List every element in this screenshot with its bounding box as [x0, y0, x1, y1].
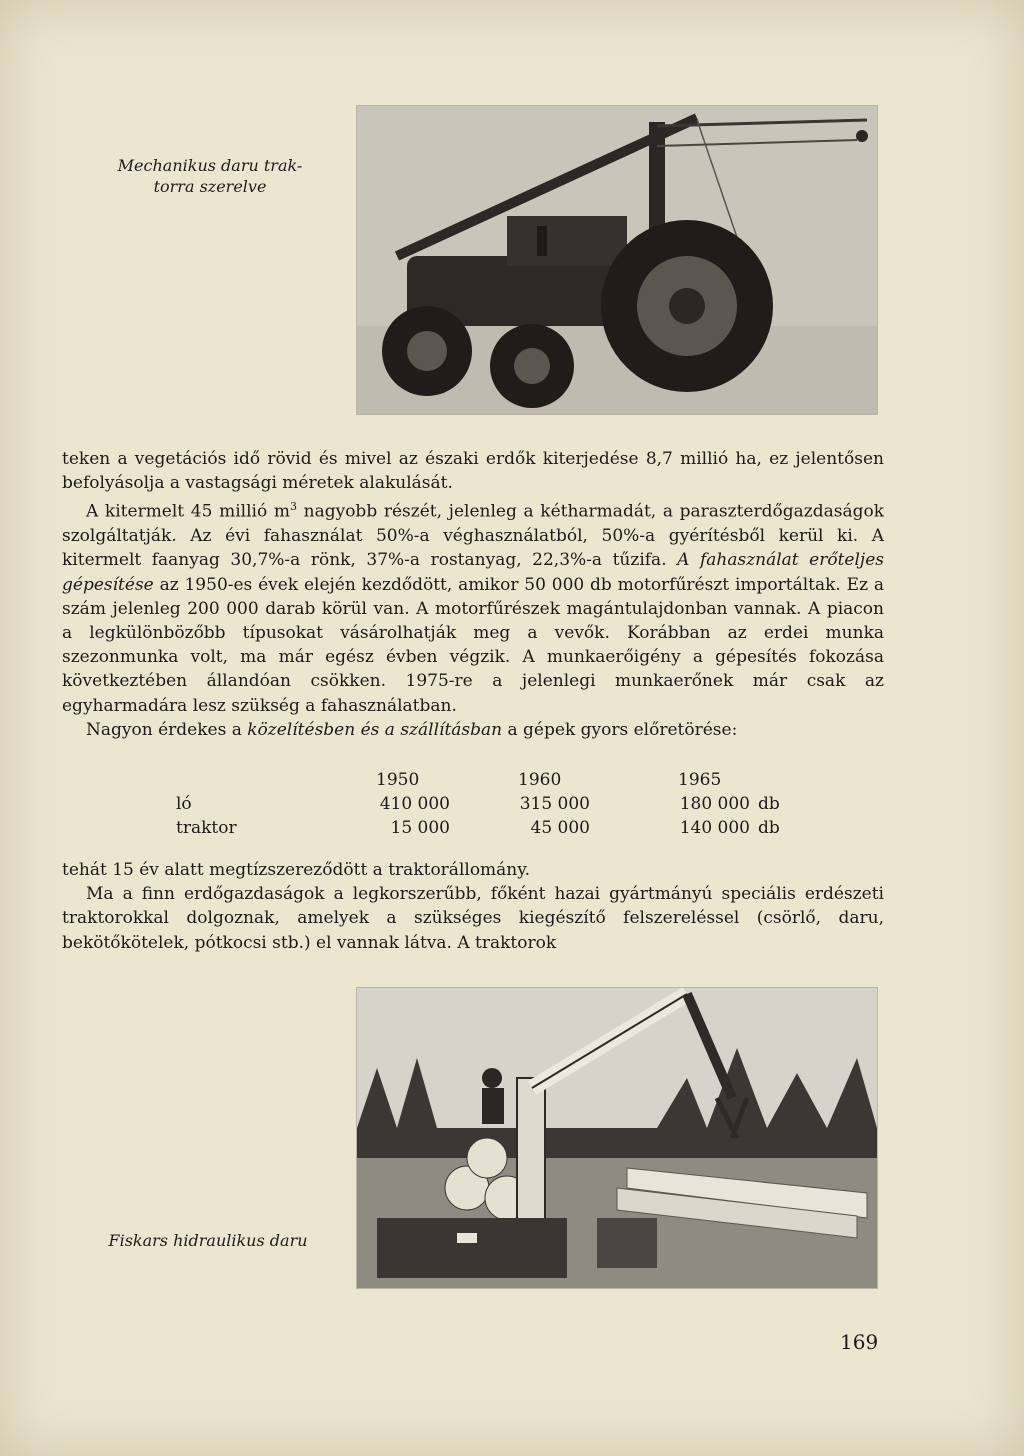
superscript-3: 3 [289, 500, 297, 514]
p2-text-b: nagyobb részét, jelenleg a kétharmadát, a paraszterdőgazdaságok szolgáltatják. Az évi fahasználat 50%-a véghasználatból, 50%-a gyérítésből kerül ki. A kitermelt faanyag 30,7%-a rönk, 37%-a rostanyag, 22,3%-a tűzifa. [62, 502, 885, 571]
p3-text-b: a gépek gyors előretörése: [502, 719, 738, 740]
photo-caption-tractor-crane [84, 155, 336, 197]
table-row [150, 816, 810, 840]
table-header-row [150, 768, 810, 792]
p2-text-c: az 1950-es évek elején kezdődött, amikor 50 000 db motorfűrészt importáltak. Ez a szám jelenleg 200 000 darab körül van. A motorfűrészek magántulajdonban vannak. A piacon a legkülönbözőbb típusokat vásárolhatják meg a vevők. Korábban az erdei munka szezonmunka volt, ma már egész évben végzik. A munkaerőigény a gépesítés fokozása következtében állandóan csökken. 1975-re a jelenlegi munkaerőnek már csak az egyharmadára lesz szükség a fahasználatban. [62, 574, 884, 716]
p3-text-a: Nagyon érdekes a [86, 719, 248, 740]
row-label: ló [176, 794, 192, 814]
hydraulic-crane-illustration [357, 988, 877, 1288]
p2-emphasis: A fahasználat erőteljes gépesítése [62, 550, 884, 595]
table-cell: 410 000 [379, 794, 450, 814]
photo-tractor-mounted-crane [357, 106, 877, 414]
horse-tractor-table [150, 768, 810, 840]
body-text-block-top [62, 447, 884, 742]
year-header: 1965 [678, 770, 722, 790]
photo-hydraulic-crane [357, 988, 877, 1288]
paragraph-skidding [62, 718, 884, 742]
paragraph-vegetation: teken a vegetációs idő rövid és mivel az északi erdők kiterjedése 8,7 millió ha, ez jelentősen befolyásolja a vastagsági méretek alakulását. [62, 449, 884, 494]
page-number: 169 [840, 1330, 879, 1354]
p3-emphasis: közelítésben és a szállításban [247, 719, 503, 740]
tractor-crane-illustration [357, 106, 877, 414]
table-row [150, 792, 810, 816]
body-text-block-bottom [62, 858, 884, 955]
table-cell: 180 000 [679, 794, 750, 814]
table-cell: 315 000 [519, 794, 590, 814]
caption-text: Mechanikus daru trak- torra szerelve [117, 156, 303, 196]
year-header: 1960 [518, 770, 562, 790]
table-cell: 45 000 [530, 818, 590, 838]
paragraph-tenfold: tehát 15 év alatt megtízszereződött a traktorállomány. [62, 860, 531, 880]
caption-text: Fiskars hidraulikus daru [108, 1231, 308, 1250]
paragraph-harvest [62, 495, 884, 717]
table-unit: db [758, 818, 780, 838]
photo-caption-hydraulic-crane [78, 1230, 338, 1251]
row-label: traktor [176, 818, 237, 838]
table-unit: db [758, 794, 780, 814]
p2-text-a: A kitermelt 45 millió m [86, 502, 290, 523]
paragraph-modern-tractors: Ma a finn erdőgazdaságok a legkorszerűbb, főként hazai gyártmányú speciális erdészeti traktorokkal dolgoznak, amelyek a szükséges kiegészítő felszereléssel (csörlő, daru, bekötőkötelek, pótkocsi stb.) el vannak látva. A traktorok [62, 884, 884, 953]
year-header: 1950 [376, 770, 420, 790]
table-cell: 15 000 [390, 818, 450, 838]
table-cell: 140 000 [679, 818, 750, 838]
